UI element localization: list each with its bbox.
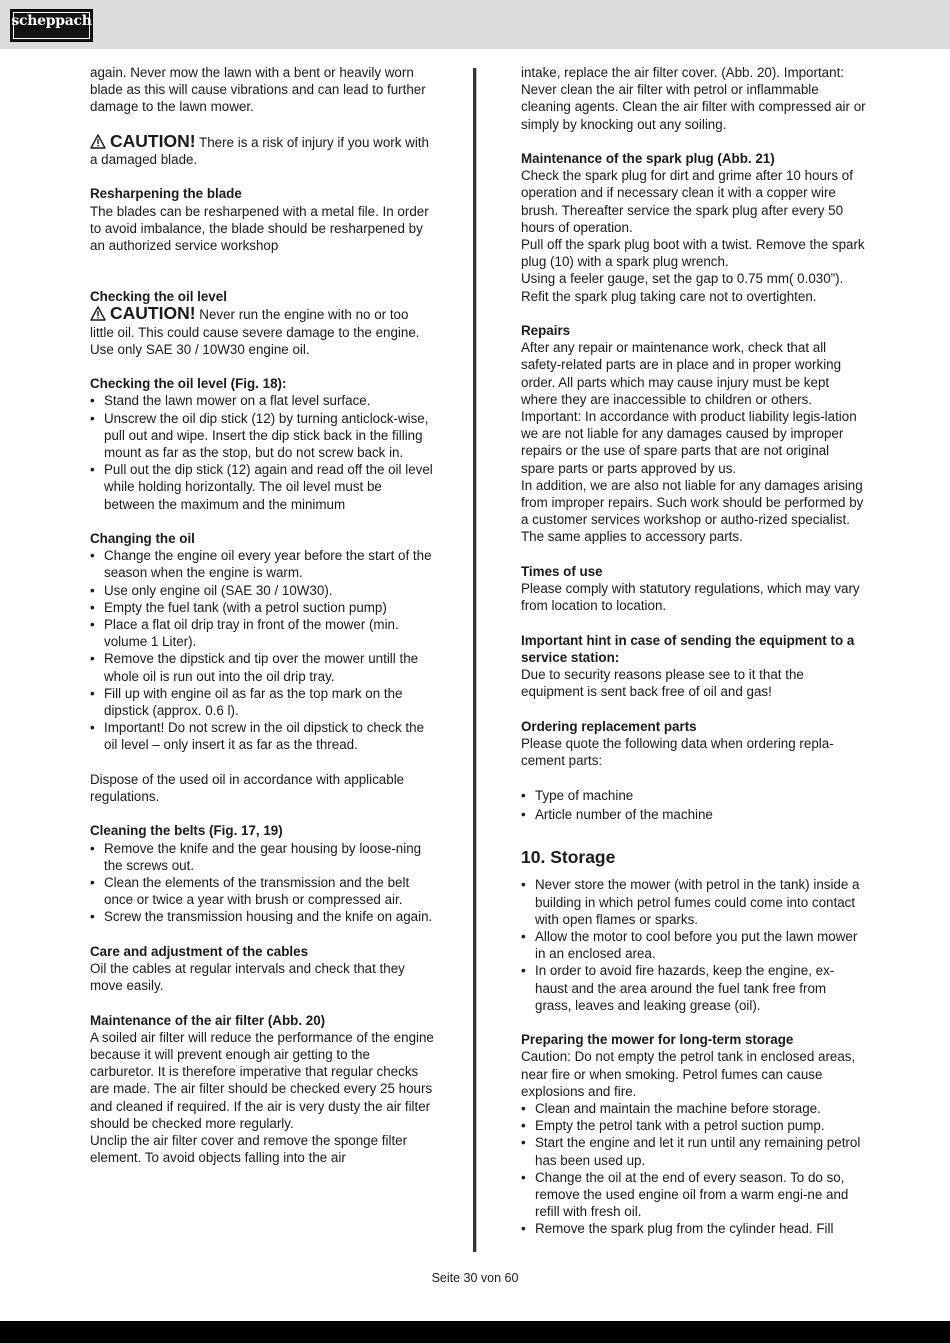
heading-cables: Care and adjustment of the cables: [90, 943, 309, 959]
list-item: • Empty the petrol tank with a petrol suction pump.: [521, 1117, 866, 1134]
list-item: • Remove the knife and the gear housing by loose-ning the screws out.: [90, 840, 435, 874]
list-item: • Change the oil at the end of every season. To do so, remove the used engine oil from a warm engi-ne and refill with fresh oil.: [521, 1169, 866, 1221]
list-item: • Clean the elements of the transmission and the belt once or twice a year with brush or compressed air.: [90, 874, 435, 908]
caution-text: Never run the engine with no or too little oil. This could cause severe damage to the engine. Use only SAE 30 / 10W30 engine oil.: [90, 307, 420, 357]
heading-oil-level-fig: Checking the oil level (Fig. 18):: [90, 376, 287, 392]
air-filter-text: A soiled air filter will reduce the performance of the engine because it will prevent enough air getting to the carburetor. It is therefore imperative that regular checks are made. The air filter should be checked every 25 hours and cleaned if required. If the air is very dusty the air filter should be checked more regularly.: [90, 1029, 434, 1131]
list-item: • Remove the spark plug from the cylinder head. Fill: [521, 1220, 866, 1237]
list-item: • Allow the motor to cool before you put the lawn mower in an enclosed area.: [521, 928, 866, 962]
repairs-text-2: Important: In accordance with product liability legis-lation we are not liable for any damages caused by improper repairs or the use of spare parts that are not original spare parts or parts approved by us.: [521, 409, 857, 476]
list-item: • Place a flat oil drip tray in front of the mower (min. volume 1 Liter).: [90, 616, 435, 650]
oil-level-steps: [90, 392, 435, 512]
long-term-text: Caution: Do not empty the petrol tank in enclosed areas, near fire or when smoking. Petrol fumes can cause explosions and fire.: [521, 1049, 856, 1099]
list-item: • Type of machine: [521, 786, 866, 805]
caution-text: There is a risk of injury if you work with a damaged blade.: [90, 134, 429, 167]
times-text: Please comply with statutory regulations, which may vary from location to location.: [521, 581, 860, 614]
list-item: • Never store the mower (with petrol in the tank) inside a building in which petrol fumes could come into contact with open flames or sparks.: [521, 876, 866, 928]
list-item: • Clean and maintain the machine before storage.: [521, 1100, 866, 1117]
list-item: • Start the engine and let it run until any remaining petrol has been used up.: [521, 1134, 866, 1168]
heading-important-hint: Important hint in case of sending the equipment to a service station:: [521, 632, 855, 665]
spark-plug-text-2: Pull off the spark plug boot with a twist. Remove the spark plug (10) with a spark plug wrench.: [521, 237, 865, 270]
long-term-list: [521, 1100, 866, 1238]
ordering-text: Please quote the following data when ordering repla-cement parts:: [521, 735, 834, 769]
list-item: • Empty the fuel tank (with a petrol suction pump): [90, 599, 435, 616]
caution-blade: [90, 130, 435, 168]
repairs-text-3: In addition, we are also not liable for any damages arising from improper repairs. Such work should be performed by a customer services workshop or autho-rized specialist. The same applies to accessory parts.: [521, 477, 864, 545]
heading-resharpening: Resharpening the blade: [90, 186, 242, 202]
footer-bar: [0, 1321, 950, 1343]
caution-oil: [90, 305, 435, 358]
repairs-text: After any repair or maintenance work, check that all safety-related parts are in place and in proper working order. All parts which may cause injury must be kept where they are inaccessible to children or others.: [521, 340, 842, 407]
heading-repairs: Repairs: [521, 323, 571, 339]
list-item: • Pull out the dip stick (12) again and read off the oil level while holding horizontally. The oil level must be between the maximum and the minimum: [90, 461, 435, 513]
list-item: • Change the engine oil every year before the start of the season when the engine is warm.: [90, 547, 435, 581]
list-item: • Stand the lawn mower on a flat level surface.: [90, 392, 435, 409]
heading-cleaning-belts: Cleaning the belts (Fig. 17, 19): [90, 823, 283, 839]
brand-logo: [10, 9, 93, 42]
caution-label: CAUTION!: [110, 303, 196, 324]
section-title-storage: 10. Storage: [521, 847, 616, 868]
header-bar: [0, 0, 950, 49]
left-column: [90, 64, 435, 1166]
list-item: • In order to avoid fire hazards, keep the engine, ex-haust and the area around the fuel tank free from grass, leaves and leaking grease (oil).: [521, 962, 866, 1014]
list-item: • Use only engine oil (SAE 30 / 10W30).: [90, 582, 435, 599]
heading-ordering-parts: Ordering replacement parts: [521, 718, 697, 734]
column-divider: [473, 68, 476, 1252]
page-number: Seite 30 von 60: [431, 1271, 519, 1285]
air-filter-continued: intake, replace the air filter cover. (Abb. 20). Important: Never clean the air filter with petrol or inflammable cleaning agents. Clean the air filter with compressed air or simply by knocking out any soiling.: [521, 65, 866, 132]
heading-times-of-use: Times of use: [521, 563, 603, 579]
list-item: • Remove the dipstick and tip over the mower untill the whole oil is run out into the oil drip tray.: [90, 650, 435, 684]
list-item: • Important! Do not screw in the oil dipstick to check the oil level – only insert it as far as the thread.: [90, 719, 435, 753]
heading-long-term-storage: Preparing the mower for long-term storage: [521, 1032, 794, 1048]
heading-air-filter: Maintenance of the air filter (Abb. 20): [90, 1012, 326, 1028]
dispose-text: Dispose of the used oil in accordance with applicable regulations.: [90, 771, 405, 805]
warning-triangle-icon: [90, 306, 106, 321]
changing-oil-steps: [90, 547, 435, 753]
storage-list: [521, 876, 866, 1014]
list-item: • Article number of the machine: [521, 805, 866, 824]
list-item: • Screw the transmission housing and the knife on again.: [90, 908, 435, 925]
cables-text: Oil the cables at regular intervals and check that they move easily.: [90, 961, 405, 994]
heading-changing-oil: Changing the oil: [90, 531, 195, 547]
spark-plug-text: Check the spark plug for dirt and grime after 10 hours of operation and if necessary clean it with a copper wire brush. Thereafter service the spark plug after every 50 hours of operation.: [521, 168, 853, 235]
list-item: • Unscrew the oil dip stick (12) by turning anticlock-wise, pull out and wipe. Insert the dip stick back in the filling mount as far as the stop, but do not screw back in.: [90, 410, 435, 462]
heading-spark-plug: Maintenance of the spark plug (Abb. 21): [521, 151, 775, 166]
spark-plug-text-3: Using a feeler gauge, set the gap to 0.75 mm( 0.030”). Refit the spark plug taking care not to overtighten.: [521, 271, 844, 304]
list-item: • Fill up with engine oil as far as the top mark on the dipstick (approx. 0.6 l).: [90, 685, 435, 719]
caution-label: CAUTION!: [110, 130, 196, 151]
belts-steps: [90, 840, 435, 926]
logo-text: scheppach: [11, 13, 92, 29]
intro-paragraph: again. Never mow the lawn with a bent or heavily worn blade as this will cause vibrations and can lead to further damage to the lawn mower.: [90, 65, 426, 115]
right-column: [521, 64, 866, 1238]
heading-checking-oil: Checking the oil level: [90, 289, 227, 305]
air-filter-text-2: Unclip the air filter cover and remove the sponge filter element. To avoid objects falling into the air: [90, 1133, 408, 1166]
ordering-list: [521, 786, 866, 824]
warning-triangle-icon: [90, 134, 106, 149]
hint-text: Due to security reasons please see to it that the equipment is sent back free of oil and gas!: [521, 667, 804, 700]
resharpening-text: The blades can be resharpened with a metal file. In order to avoid imbalance, the blade should be resharpened by an authorized service workshop: [90, 203, 429, 253]
